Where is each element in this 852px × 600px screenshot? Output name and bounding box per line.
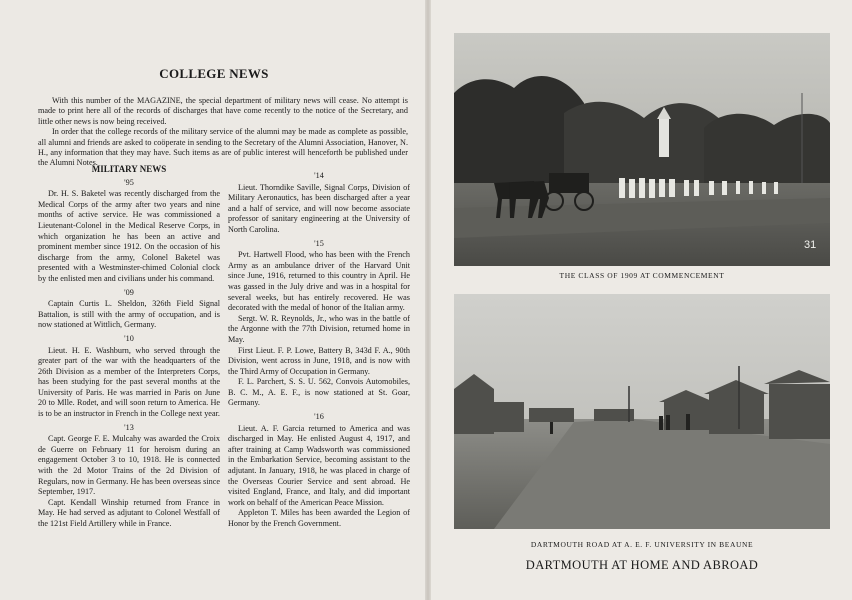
left-news-column xyxy=(38,164,220,530)
intro-text xyxy=(38,96,408,169)
photo-caption: DARTMOUTH ROAD AT A. E. F. UNIVERSITY IN BEAUNE xyxy=(530,540,754,549)
news-item: Appleton T. Miles has been awarded the Legion of Honor by the French Government. xyxy=(228,508,410,528)
intro-paragraph: In order that the college records of the military service of the alumni may be made as complete as possible, all alumni and friends are asked to coöperate in sending to the Secretary of the Alumni Association, Hanover, N. H., any information that they may have. Such items as are of public interest will henceforth be published under the Alumni Notes. xyxy=(38,127,408,168)
class-year: '10 xyxy=(124,333,134,343)
class-year: '15 xyxy=(314,238,324,248)
news-item: Lieut. Thorndike Saville, Signal Corps, Division of Military Aeronautics, has been discharged after a year and a half of service, and will now become associate professor of sanitary engineering at the University of North Carolina. xyxy=(228,182,410,234)
beaune-road-photo xyxy=(454,294,830,529)
photo-mark: 31 xyxy=(804,239,817,251)
class-year: '16 xyxy=(314,412,324,422)
right-news-column xyxy=(228,168,410,530)
class-year: '95 xyxy=(124,177,134,187)
news-item: Capt. George F. E. Mulcahy was awarded the Croix de Guerre on February 11 for heroism during an engagement October 3 to 10, 1918. He is connected with the 2d Motor Trains of the 2d Division of Regulars, now in Germany. He has been overseas since September, 1917. xyxy=(38,434,220,497)
news-item: Capt. Kendall Winship returned from France in May. He had served as adjutant to Colonel Westfall of the 121st Field Artillery while in France. xyxy=(38,497,220,528)
news-item: Sergt. W. R. Reynolds, Jr., who was in the battle of the Argonne with the 77th Division, returned home in May. xyxy=(228,313,410,344)
page-title: COLLEGE NEWS xyxy=(159,66,269,81)
commencement-photo xyxy=(454,33,830,266)
news-item: First Lieut. F. P. Lowe, Battery B, 343d F. A., 90th Division, went across in June, 1918, and is now with the Third Army of Occupation in Germany. xyxy=(228,345,410,376)
news-item: F. L. Parchert, S. S. U. 562, Convois Automobiles, B. C. M., A. E. F., is now stationed at St. Goar, Germany. xyxy=(228,377,410,408)
news-item: Dr. H. S. Baketel was recently discharged from the Medical Corps of the army after two years and nine months of active service. He was commissioned a Lieutenant-Colonel in the Medical Reserve Corps, in which organization he has been an active and prominent member since 1912. On the occasion of his discharge from the army, Colonel Baketel was presented with a Westminster-chimed Colonial clock by the enlisted men and civilians under his command. xyxy=(38,189,220,283)
class-year: '14 xyxy=(314,171,324,180)
news-item: Lieut. H. E. Washburn, who served through the greater part of the war with the headquarters of the 26th Division as a member of the Interpreters Corps, has been studying for the past several months at the University of Paris. He was married in Paris on June 20 to Mlle. Rodet, and will soon return to America. He is to be an instructor in French in the College next year. xyxy=(38,345,220,419)
beaune-road-photo-image xyxy=(454,294,830,529)
class-year: '13 xyxy=(124,422,134,432)
intro-paragraph: With this number of the MAGAZINE, the special department of military news will cease. No attempt is made to print here all of the records of discharges that have come recently to the notice of the Secretary, and little other news is now being received. xyxy=(38,96,408,126)
right-page-heading: DARTMOUTH AT HOME AND ABROAD xyxy=(525,558,759,572)
news-item: Lieut. A. F. Garcia returned to America and was discharged in May. He enlisted August 4, 1917, and after training at Camp Wadsworth was commissioned in the Embarkation Service, becoming assistant to the adjutant. In January, 1918, he was placed in charge of the Overseas Courier Service and sent abroad. He visited England, France, and Italy, and did important work on behalf of the American Peace Mission. xyxy=(228,423,410,507)
military-news-heading: MILITARY NEWS xyxy=(91,164,167,174)
commencement-photo-image xyxy=(454,33,830,266)
news-item: Pvt. Hartwell Flood, who has been with the French Army as an ambulance driver of the Harvard Unit since June, 1916, returned to this country in April. He was gassed in the July drive and was in a hospital for several weeks, but has entirely recovered. He was decorated with the medal of honor of the Italian army. xyxy=(228,250,410,313)
photo-caption: THE CLASS OF 1909 AT COMMENCEMENT xyxy=(559,271,725,280)
class-year: '09 xyxy=(124,287,134,297)
news-item: Captain Curtis L. Sheldon, 326th Field Signal Battalion, is still with the army of occupation, and is now stationed at Wittlich, Germany. xyxy=(38,299,220,330)
